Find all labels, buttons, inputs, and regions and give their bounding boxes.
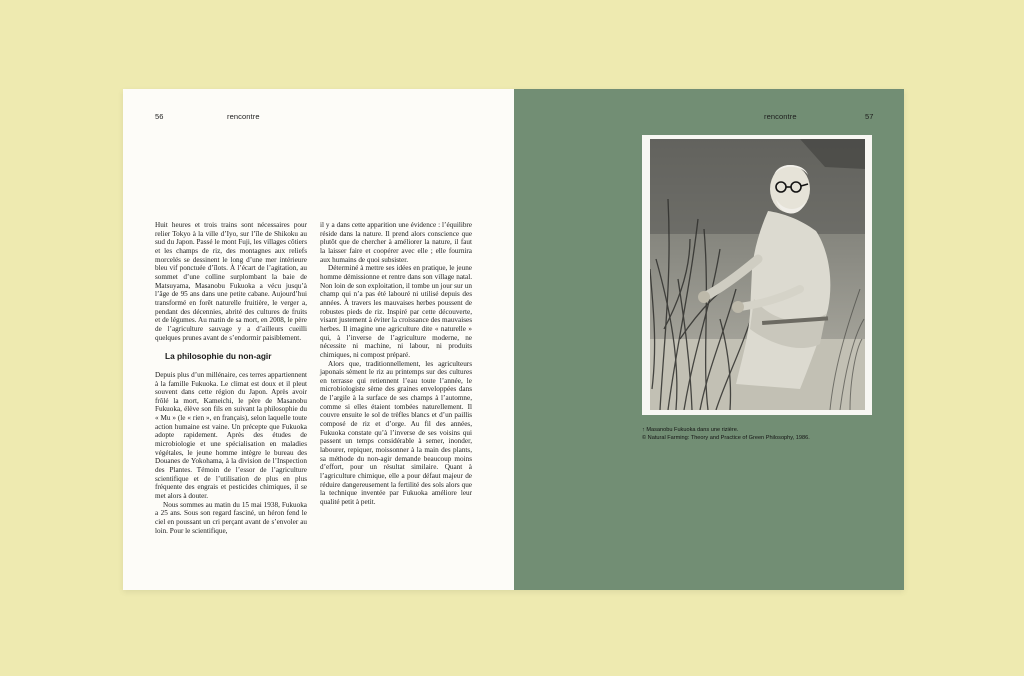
page-number-left: 56 xyxy=(155,112,164,121)
caption-credit: © Natural Farming: Theory and Practice of Green Philosophy, 1986. xyxy=(642,435,810,441)
running-head-right: rencontre xyxy=(764,112,797,121)
body-paragraph: Huit heures et trois trains sont nécessaires pour relier Tokyo à la ville d’Iyo, sur l’île de Shikoku au sud du Japon. Passé le mont Fuji, les villages côtiers et les champs de riz, des montagnes aux reliefs morcelés se dessinent le long d’une mer intérieure bleu vif ponctuée d’îlots. À l’écart de l’agitation, au sommet d’une colline surplombant la baie de Matsuyama, Masanobu Fukuoka a vécu jusqu’à l’âge de 95 ans dans une petite cabane. Aujourd’hui transformé en forêt naturelle fruitière, le verger a, pendant des décennies, abrité des cultures de fruits et de légumes. Au matin de sa mort, en 2008, le père de l’agriculture sauvage y a d’ailleurs cueilli quelques prunes avant de s’endormir paisiblement. xyxy=(155,221,307,342)
body-paragraph: il y a dans cette apparition une évidence : l’équilibre réside dans la nature. Il prend alors conscience que plutôt que de chercher à améliorer la nature, il faut la laisser faire et coopérer avec elle ; elle fournira aux humains de quoi subsister. xyxy=(320,221,472,264)
photo-illustration xyxy=(650,139,865,410)
text-column-2 xyxy=(320,221,472,507)
right-page xyxy=(514,89,904,590)
photo-masanobu-fukuoka-in-rice-field xyxy=(650,139,865,410)
page-number-right: 57 xyxy=(865,112,874,121)
running-head-left: rencontre xyxy=(227,112,260,121)
caption-description: ↑ Masanobu Fukuoka dans une rizière. xyxy=(642,427,739,433)
photo-frame xyxy=(642,135,872,415)
body-paragraph: Déterminé à mettre ses idées en pratique, le jeune homme démissionne et rentre dans son village natal. Non loin de son exploitation, il tombe un jour sur un champ qui n’a pas été labouré ni utilisé depuis des années. À travers les mauvaises herbes poussent de robustes pieds de riz. Inspiré par cette découverte, visant justement à éviter la croissance des mauvaises herbes. Il imagine une agriculture dite « naturelle » qui, à l’inverse de l’agriculture moderne, ne nécessite ni machine, ni labour, ni produits chimiques, ni compost préparé. xyxy=(320,264,472,359)
section-subheading: La philosophie du non-agir xyxy=(165,351,272,362)
body-paragraph: Alors que, traditionnellement, les agriculteurs japonais sèment le riz au printemps sur des cultures en terrasse qui retiennent l’eau toute l’année, le microbiologiste sème des graines enveloppées dans de l’argile à la surface de ses champs à l’automne, comme si elles étaient tombées naturellement. Il couvre ensuite le sol de trèfles blancs et d’un paillis composé de riz et d’orge. Au fil des années, Fukuoka constate qu’à l’inverse de ses voisins qui passent un temps considérable à semer, inonder, labourer, repiquer, moissonner à la main des plants, sa méthode du non-agir demande beaucoup moins d’effort, pour un résultat similaire. Quant à l’agriculture chimique, elle a pour défaut majeur de réduire dangereusement la fertilité des sols alors que la technique inventée par Fukuoka améliore leur qualité petit à petit. xyxy=(320,359,472,506)
photo-caption xyxy=(642,426,872,442)
body-paragraph: Depuis plus d’un millénaire, ces terres appartiennent à la famille Fukuoka. Le climat est doux et il pleut souvent dans cette région du Japon. Après avoir frôlé la mort, Kameichi, le père de Masanobu Fukuoka, élève son fils en suivant la philosophie du « Mu » (le « rien », en français), selon laquelle toute action humaine est vaine. Un précepte que Fukuoka adopte rapidement. Après des études de microbiologie et une spécialisation en maladies végétales, le jeune homme intègre le bureau des Douanes de Yokohama, à la division de l’Inspection des Plantes. Témoin de l’essor de l’agriculture scientifique et de l’utilisation de plus en plus fréquente des engrais et pesticides chimiques, il se met alors à douter. xyxy=(155,370,307,501)
left-page xyxy=(123,89,514,590)
text-column-1 xyxy=(155,221,307,535)
body-paragraph: Nous sommes au matin du 15 mai 1938, Fukuoka a 25 ans. Sous son regard fasciné, un héron fend le ciel en poussant un cri perçant avant de s’envoler au loin. Pour le scientifique, xyxy=(155,500,307,535)
magazine-spread xyxy=(123,89,904,590)
